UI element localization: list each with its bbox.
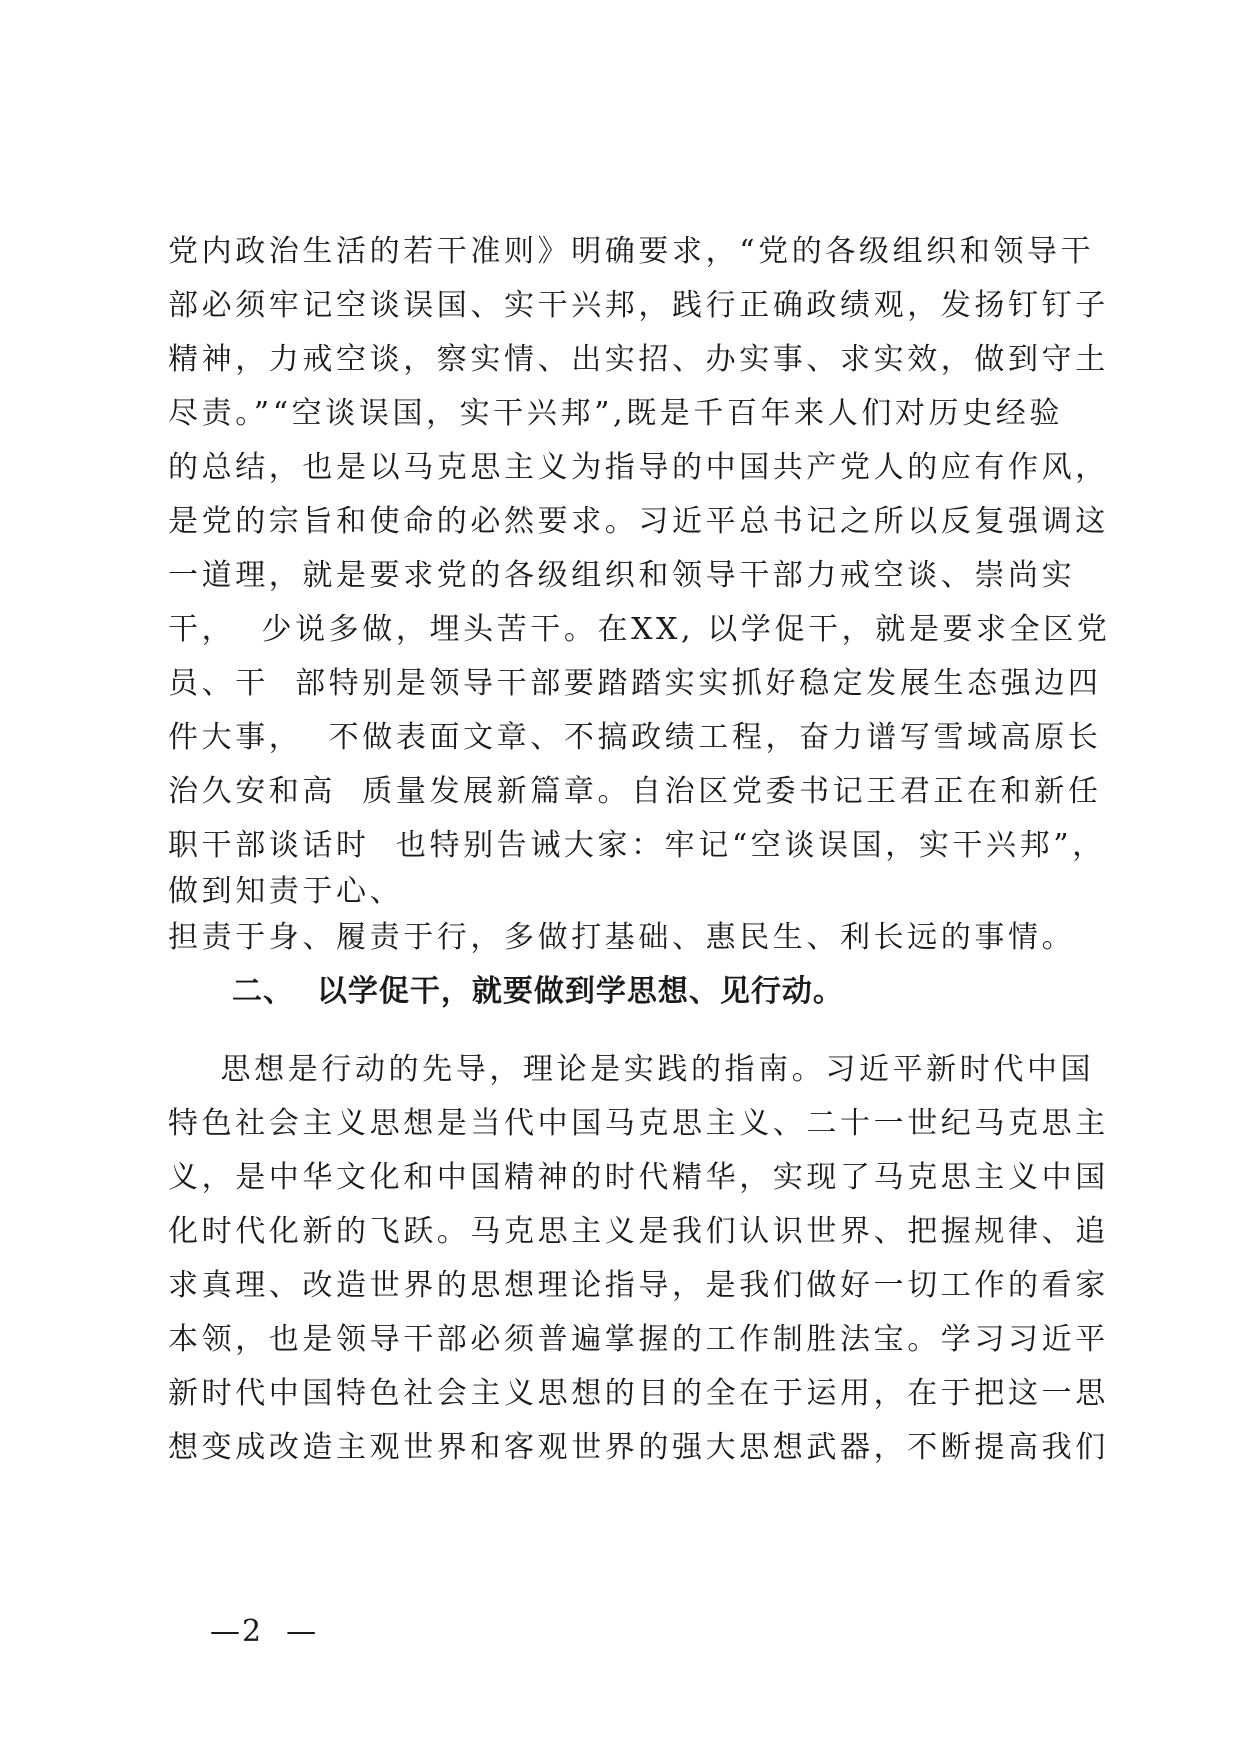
text-line: 一道理，就是要求党的各级组织和领导干部力戒空谈、崇尚实	[168, 558, 1076, 593]
text-line: 做到知责于心、	[168, 874, 404, 909]
text-line: 干， 少说多做，埋头苦干。在XX, 以学促干，就是要求全区党	[168, 612, 1111, 647]
text-line: 治久安和高 质量发展新篇章。自治区党委书记王君正在和新任	[168, 774, 1102, 809]
text-line: 化时代化新的飞跃。马克思主义是我们认识世界、把握规律、追	[168, 1214, 1109, 1249]
text-line: 义，是中华文化和中国精神的时代精华，实现了马克思主义中国	[168, 1160, 1109, 1195]
text-line: 的总结，也是以马克思主义为指导的中国共产党人的应有作风，	[168, 450, 1109, 485]
text-line: 精神，力戒空谈，察实情、出实招、办实事、求实效，做到守土	[168, 342, 1109, 377]
text-line: 件大事， 不做表面文章、不搞政绩工程，奋力谱写雪域高原长	[168, 720, 1102, 755]
text-line: 尽责。”“空谈误国，实干兴邦”,既是千百年来人们对历史经验	[168, 396, 1063, 431]
text-line: 职干部谈话时 也特别告诫大家：牢记“空谈误国，实干兴邦”，	[168, 828, 1106, 863]
text-line: 特色社会主义思想是当代中国马克思主义、二十一世纪马克思主	[168, 1106, 1109, 1141]
text-line: 担责于身、履责于行，多做打基础、惠民生、利长远的事情。	[168, 920, 1076, 955]
text-line: 部必须牢记空谈误国、实干兴邦，践行正确政绩观，发扬钉钉子	[168, 288, 1109, 323]
text-line: 思想是行动的先导，理论是实践的指南。习近平新时代中国	[168, 1052, 1095, 1087]
text-line: 党内政治生活的若干准则》明确要求，“党的各级组织和领导干	[168, 234, 1095, 269]
page-number: —2 —	[210, 1614, 319, 1649]
text-line: 员、干 部特别是领导干部要踏踏实实抓好稳定发展生态强边四	[168, 666, 1102, 701]
text-line: 本领，也是领导干部必须普遍掌握的工作制胜法宝。学习习近平	[168, 1322, 1109, 1357]
text-line: 新时代中国特色社会主义思想的目的全在于运用，在于把这一思	[168, 1376, 1109, 1411]
text-line: 求真理、改造世界的思想理论指导，是我们做好一切工作的看家	[168, 1268, 1109, 1303]
text-line: 是党的宗旨和使命的必然要求。习近平总书记之所以反复强调这	[168, 504, 1109, 539]
text-line: 想变成改造主观世界和客观世界的强大思想武器，不断提高我们	[168, 1430, 1109, 1465]
section-heading: 二、 以学促干，就要做到学思想、见行动。	[232, 974, 844, 1009]
